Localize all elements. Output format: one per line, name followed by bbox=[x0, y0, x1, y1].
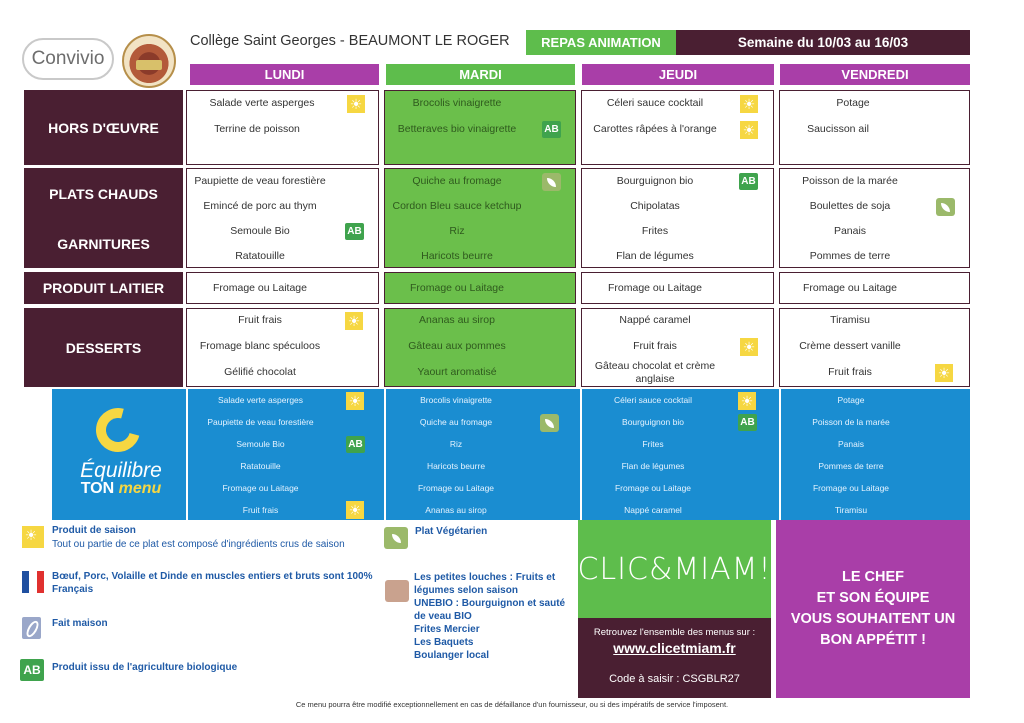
menu-item: Haricots beurre bbox=[421, 250, 493, 262]
week-banner: Semaine du 10/03 au 16/03 bbox=[676, 30, 970, 55]
tractor-icon bbox=[385, 580, 409, 602]
menu-item: Céleri sauce cocktail bbox=[606, 97, 704, 109]
bio-icon: AB bbox=[542, 121, 561, 138]
legend-louches-line: Boulanger local bbox=[414, 650, 490, 661]
equilibre-item: Fruit frais bbox=[242, 505, 279, 515]
menu-item: Fromage ou Laitage bbox=[608, 282, 702, 294]
equilibre-item: Flan de légumes bbox=[621, 461, 685, 471]
legend-saison-title: Produit de saison bbox=[52, 525, 136, 536]
sun-icon bbox=[345, 312, 363, 330]
clicmiam-url-link[interactable]: www.clicetmiam.fr bbox=[613, 640, 736, 656]
clicmiam-code: Code à saisir : CSGBLR27 bbox=[609, 673, 740, 685]
equilibre-item: Ananas au sirop bbox=[425, 505, 487, 515]
menu-item: Chipolatas bbox=[630, 200, 680, 212]
bio-icon: AB bbox=[739, 173, 758, 190]
footnote: Ce menu pourra être modifié exceptionnellement en cas de défaillance d'un fournisseur, ou si des impératifs de service l'imposent. bbox=[295, 700, 729, 709]
chef-line: LE CHEF bbox=[841, 569, 905, 585]
menu-item: Saucisson ail bbox=[807, 123, 869, 135]
equilibre-item: Céleri sauce cocktail bbox=[614, 395, 692, 405]
menu-item: Bourguignon bio bbox=[616, 175, 694, 187]
equilibre-item: Haricots beurre bbox=[426, 461, 486, 471]
sun-icon bbox=[347, 95, 365, 113]
cell-jeudi-plats bbox=[581, 168, 774, 268]
menu-item: Gâteau chocolat et crème bbox=[594, 360, 716, 372]
menu-item: Panais bbox=[833, 225, 867, 237]
menu-item: Betteraves bio vinaigrette bbox=[397, 123, 517, 135]
equilibre-item: Quiche au fromage bbox=[419, 417, 493, 427]
equilibre-mardi bbox=[384, 389, 576, 520]
cell-vendredi-laitier bbox=[779, 272, 970, 304]
cell-mardi-desserts bbox=[384, 308, 576, 387]
menu-item: Brocolis vinaigrette bbox=[412, 97, 502, 109]
menu-item: Nappé caramel bbox=[619, 314, 691, 326]
equilibre-item: Panais bbox=[838, 439, 864, 449]
cell-lundi-laitier bbox=[186, 272, 379, 304]
row-header-plats-chauds: PLATS CHAUDS bbox=[49, 186, 158, 202]
clicmiam-info-text: Retrouvez l'ensemble des menus sur : bbox=[593, 627, 756, 638]
cell-mardi-plats bbox=[384, 168, 576, 268]
cell-jeudi-laitier bbox=[581, 272, 774, 304]
menu-item: Fromage blanc spéculoos bbox=[199, 340, 321, 352]
equilibre-lundi bbox=[186, 389, 379, 520]
legend-bio: Produit issu de l'agriculture biologique bbox=[52, 662, 238, 673]
menu-item: Poisson de la marée bbox=[802, 175, 898, 187]
cell-jeudi-hors-doeuvre bbox=[581, 90, 774, 165]
vegetarian-leaf-icon bbox=[540, 414, 559, 432]
equilibre-item: Tiramisu bbox=[834, 505, 868, 515]
legend-viande-line2: Français bbox=[52, 584, 94, 595]
vegetarian-leaf-icon bbox=[542, 173, 561, 191]
convivio-logo bbox=[22, 38, 114, 80]
cell-lundi-hors-doeuvre bbox=[186, 90, 379, 165]
equilibre-item: Frites bbox=[642, 439, 664, 449]
cell-mardi-laitier bbox=[384, 272, 576, 304]
equilibre-item: Fromage ou Laitage bbox=[417, 483, 495, 493]
chef-line: VOUS SOUHAITENT UN bbox=[790, 611, 956, 627]
legend-viande-line1: Bœuf, Porc, Volaille et Dinde en muscles entiers et bruts sont 100% bbox=[52, 571, 373, 582]
equilibre-item: Potage bbox=[837, 395, 865, 405]
row-header-plats-garnitures bbox=[24, 168, 183, 268]
convivio-logo-text: Convivio bbox=[31, 48, 105, 69]
menu-item: Emincé de porc au thym bbox=[203, 200, 317, 212]
legend-louches-line: légumes selon saison bbox=[414, 585, 518, 596]
menu-item: Semoule Bio bbox=[230, 225, 290, 237]
menu-item: Fruit frais bbox=[633, 340, 677, 352]
menu-item: Carottes râpées à l'orange bbox=[593, 123, 717, 135]
equilibre-ton: TON bbox=[80, 480, 115, 497]
clicmiam-logo: CLIC&MIAM! bbox=[577, 551, 772, 587]
row-header-desserts: DESSERTS bbox=[24, 308, 183, 387]
menu-item: anglaise bbox=[635, 373, 675, 385]
day-header-mardi: MARDI bbox=[386, 64, 575, 85]
menu-item: Salade verte asperges bbox=[209, 97, 315, 109]
sun-icon bbox=[740, 121, 758, 139]
equilibre-item: Paupiette de veau forestière bbox=[207, 417, 314, 427]
equilibre-item: Fromage ou Laitage bbox=[812, 483, 890, 493]
sun-icon bbox=[740, 95, 758, 113]
legend-bio-icon: AB bbox=[20, 659, 44, 681]
day-header-jeudi: JEUDI bbox=[582, 64, 774, 85]
equilibre-item: Nappé caramel bbox=[624, 505, 682, 515]
bio-icon: AB bbox=[738, 414, 757, 431]
menu-item: Ananas au sirop bbox=[419, 314, 495, 326]
menu-item: Terrine de poisson bbox=[214, 123, 300, 135]
day-header-lundi: LUNDI bbox=[190, 64, 379, 85]
bio-icon: AB bbox=[345, 223, 364, 240]
menu-item: Quiche au fromage bbox=[412, 175, 502, 187]
menu-item: Gâteau aux pommes bbox=[408, 340, 506, 352]
sun-icon bbox=[346, 501, 364, 519]
school-name: Collège Saint Georges - BEAUMONT LE ROGER bbox=[190, 33, 510, 49]
sun-icon bbox=[346, 392, 364, 410]
legend-louches-line: UNEBIO : Bourguignon et sauté bbox=[414, 598, 566, 609]
equilibre-item: Riz bbox=[449, 439, 463, 449]
equilibre-menu: menu bbox=[118, 480, 162, 497]
menu-item: Paupiette de veau forestière bbox=[194, 175, 326, 187]
menu-item: Tiramisu bbox=[830, 314, 870, 326]
chef-message bbox=[776, 520, 970, 698]
legend-louches-line: de veau BIO bbox=[414, 611, 472, 622]
equilibre-item: Fromage ou Laitage bbox=[222, 483, 299, 493]
equilibre-item: Salade verte asperges bbox=[217, 395, 304, 405]
menu-item: Flan de légumes bbox=[616, 250, 694, 262]
whisk-icon bbox=[22, 617, 41, 639]
menu-item: Ratatouille bbox=[235, 250, 285, 262]
french-flag-icon bbox=[22, 571, 44, 593]
menu-item: Potage bbox=[836, 97, 870, 109]
legend-saison-text: Tout ou partie de ce plat est composé d'ingrédients crus de saison bbox=[52, 539, 345, 550]
legend-louches-line: Les petites louches : Fruits et bbox=[414, 572, 556, 583]
legend-louches-line: Les Baquets bbox=[414, 637, 474, 648]
cell-vendredi-plats bbox=[779, 168, 970, 268]
legend-vegetarian-leaf-icon bbox=[384, 527, 408, 549]
menu-item: Fromage ou Laitage bbox=[410, 282, 504, 294]
vegetarian-leaf-icon bbox=[936, 198, 955, 216]
menu-item: Pommes de terre bbox=[809, 250, 891, 262]
cell-lundi-desserts bbox=[186, 308, 379, 387]
menu-item: Frites bbox=[641, 225, 669, 237]
equilibre-item: Ratatouille bbox=[240, 461, 281, 471]
equilibre-item: Brocolis vinaigrette bbox=[420, 395, 492, 405]
sun-icon bbox=[935, 364, 953, 382]
legend-louches-line: Frites Mercier bbox=[414, 624, 480, 635]
clicmiam-info-panel bbox=[578, 618, 771, 698]
equilibre-item: Pommes de terre bbox=[818, 461, 884, 471]
cell-vendredi-hors-doeuvre bbox=[779, 90, 970, 165]
menu-item: Cordon Bleu sauce ketchup bbox=[392, 200, 522, 212]
chef-line: BON APPÉTIT ! bbox=[820, 632, 926, 648]
cell-lundi-plats bbox=[186, 168, 379, 268]
day-header-vendredi: VENDREDI bbox=[780, 64, 970, 85]
row-header-produit-laitier: PRODUIT LAITIER bbox=[24, 272, 183, 304]
bio-icon: AB bbox=[346, 436, 365, 453]
menu-item: Fruit frais bbox=[828, 366, 872, 378]
repas-animation-banner: REPAS ANIMATION bbox=[526, 30, 676, 55]
equilibre-subtitle bbox=[64, 480, 178, 498]
legend-vegetarien: Plat Végétarien bbox=[415, 526, 488, 537]
menu-item: Gélifié chocolat bbox=[224, 366, 296, 378]
school-crest-logo bbox=[122, 34, 176, 88]
equilibre-item: Poisson de la marée bbox=[812, 417, 890, 427]
legend-sun-icon bbox=[22, 526, 44, 548]
legend-fait-maison: Fait maison bbox=[52, 618, 108, 629]
clicmiam-logo-panel bbox=[578, 520, 771, 618]
sun-icon bbox=[738, 392, 756, 410]
menu-item: Crème dessert vanille bbox=[799, 340, 901, 352]
equilibre-vendredi bbox=[779, 389, 970, 520]
menu-item: Fromage ou Laitage bbox=[803, 282, 897, 294]
row-header-hors-doeuvre: HORS D'ŒUVRE bbox=[24, 90, 183, 165]
sun-icon bbox=[740, 338, 758, 356]
menu-item: Fruit frais bbox=[238, 314, 282, 326]
legend-louches bbox=[414, 571, 565, 662]
cell-jeudi-desserts bbox=[581, 308, 774, 387]
cell-vendredi-desserts bbox=[779, 308, 970, 387]
cell-mardi-hors-doeuvre bbox=[384, 90, 576, 165]
menu-item: Riz bbox=[449, 225, 465, 237]
equilibre-jeudi bbox=[580, 389, 775, 520]
equilibre-title: Équilibre bbox=[80, 459, 162, 482]
equilibre-item: Bourguignon bio bbox=[622, 417, 684, 427]
menu-item: Yaourt aromatisé bbox=[417, 366, 497, 378]
equilibre-item: Fromage ou Laitage bbox=[614, 483, 692, 493]
chef-line: ET SON ÉQUIPE bbox=[816, 590, 930, 606]
menu-item: Fromage ou Laitage bbox=[213, 282, 307, 294]
row-header-garnitures: GARNITURES bbox=[57, 236, 150, 252]
equilibre-item: Semoule Bio bbox=[236, 439, 285, 449]
menu-item: Boulettes de soja bbox=[809, 200, 891, 212]
